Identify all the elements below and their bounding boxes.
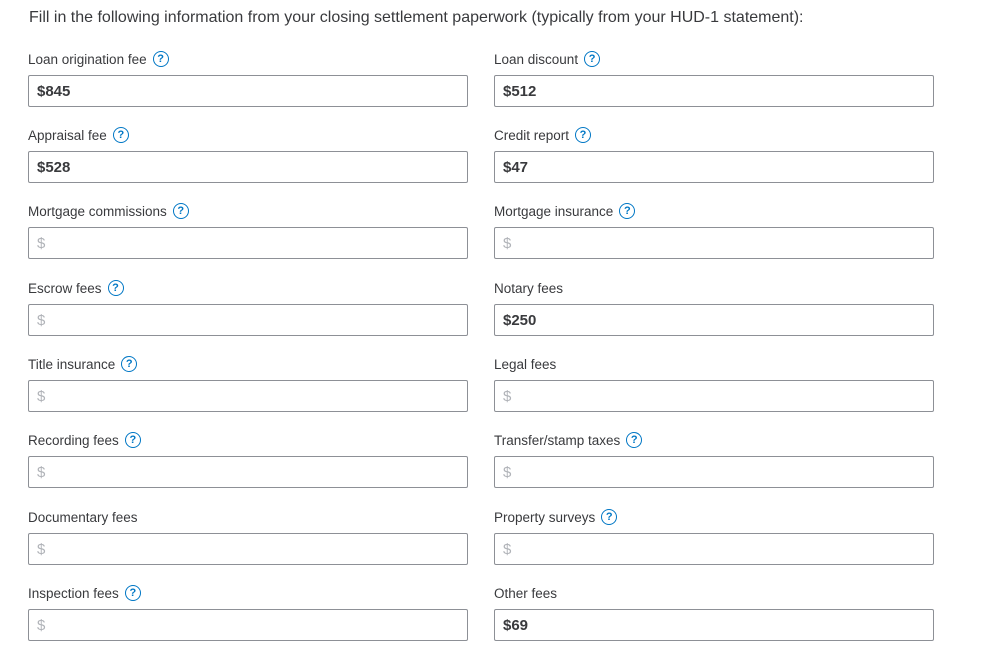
property-surveys-input[interactable] xyxy=(494,533,934,565)
recording-fees-input[interactable] xyxy=(28,456,468,488)
field-notary-fees xyxy=(494,278,934,336)
documentary-fees-input[interactable] xyxy=(28,533,468,565)
help-question-icon[interactable]: ? xyxy=(108,280,124,296)
field-mortgage-commissions xyxy=(28,201,468,259)
other-fees-input[interactable] xyxy=(494,609,934,641)
field-other-fees xyxy=(494,583,934,641)
help-question-icon[interactable]: ? xyxy=(125,432,141,448)
help-question-icon[interactable]: ? xyxy=(153,51,169,67)
field-property-surveys xyxy=(494,507,934,565)
field-credit-report xyxy=(494,125,934,183)
field-loan-origination-fee xyxy=(28,49,468,107)
field-label: Property surveys xyxy=(494,509,596,525)
inspection-fees-input[interactable] xyxy=(28,609,468,641)
help-question-icon[interactable]: ? xyxy=(619,203,635,219)
field-appraisal-fee xyxy=(28,125,468,183)
legal-fees-input[interactable] xyxy=(494,380,934,412)
field-label: Inspection fees xyxy=(28,585,119,601)
field-recording-fees xyxy=(28,430,468,488)
help-question-icon[interactable]: ? xyxy=(125,585,141,601)
field-label: Other fees xyxy=(494,585,558,601)
field-label: Recording fees xyxy=(28,432,119,448)
appraisal-fee-input[interactable] xyxy=(28,151,468,183)
help-question-icon[interactable]: ? xyxy=(121,356,137,372)
help-question-icon[interactable]: ? xyxy=(601,509,617,525)
transfer-stamp-taxes-input[interactable] xyxy=(494,456,934,488)
field-label: Escrow fees xyxy=(28,280,102,296)
help-question-icon[interactable]: ? xyxy=(113,127,129,143)
loan-discount-input[interactable] xyxy=(494,75,934,107)
help-question-icon[interactable]: ? xyxy=(575,127,591,143)
field-label: Mortgage insurance xyxy=(494,203,614,219)
field-label: Loan discount xyxy=(494,51,579,67)
credit-report-input[interactable] xyxy=(494,151,934,183)
mortgage-insurance-input[interactable] xyxy=(494,227,934,259)
notary-fees-input[interactable] xyxy=(494,304,934,336)
field-title-insurance xyxy=(28,354,468,412)
field-label: Transfer/stamp taxes xyxy=(494,432,621,448)
field-label: Notary fees xyxy=(494,280,564,296)
escrow-fees-input[interactable] xyxy=(28,304,468,336)
field-label: Documentary fees xyxy=(28,509,138,525)
field-mortgage-insurance xyxy=(494,201,934,259)
loan-origination-fee-input[interactable] xyxy=(28,75,468,107)
field-label: Legal fees xyxy=(494,356,557,372)
help-question-icon[interactable]: ? xyxy=(626,432,642,448)
field-inspection-fees xyxy=(28,583,468,641)
mortgage-commissions-input[interactable] xyxy=(28,227,468,259)
field-label: Loan origination fee xyxy=(28,51,147,67)
field-documentary-fees xyxy=(28,507,468,565)
intro-text: Fill in the following information from your closing settlement paperwork (typically from your HUD-1 statement): xyxy=(29,9,804,26)
field-escrow-fees xyxy=(28,278,468,336)
field-label: Title insurance xyxy=(28,356,116,372)
title-insurance-input[interactable] xyxy=(28,380,468,412)
field-label: Mortgage commissions xyxy=(28,203,167,219)
field-transfer-stamp-taxes xyxy=(494,430,934,488)
help-question-icon[interactable]: ? xyxy=(584,51,600,67)
field-loan-discount xyxy=(494,49,934,107)
field-legal-fees xyxy=(494,354,934,412)
field-label: Credit report xyxy=(494,127,570,143)
field-label: Appraisal fee xyxy=(28,127,107,143)
help-question-icon[interactable]: ? xyxy=(173,203,189,219)
